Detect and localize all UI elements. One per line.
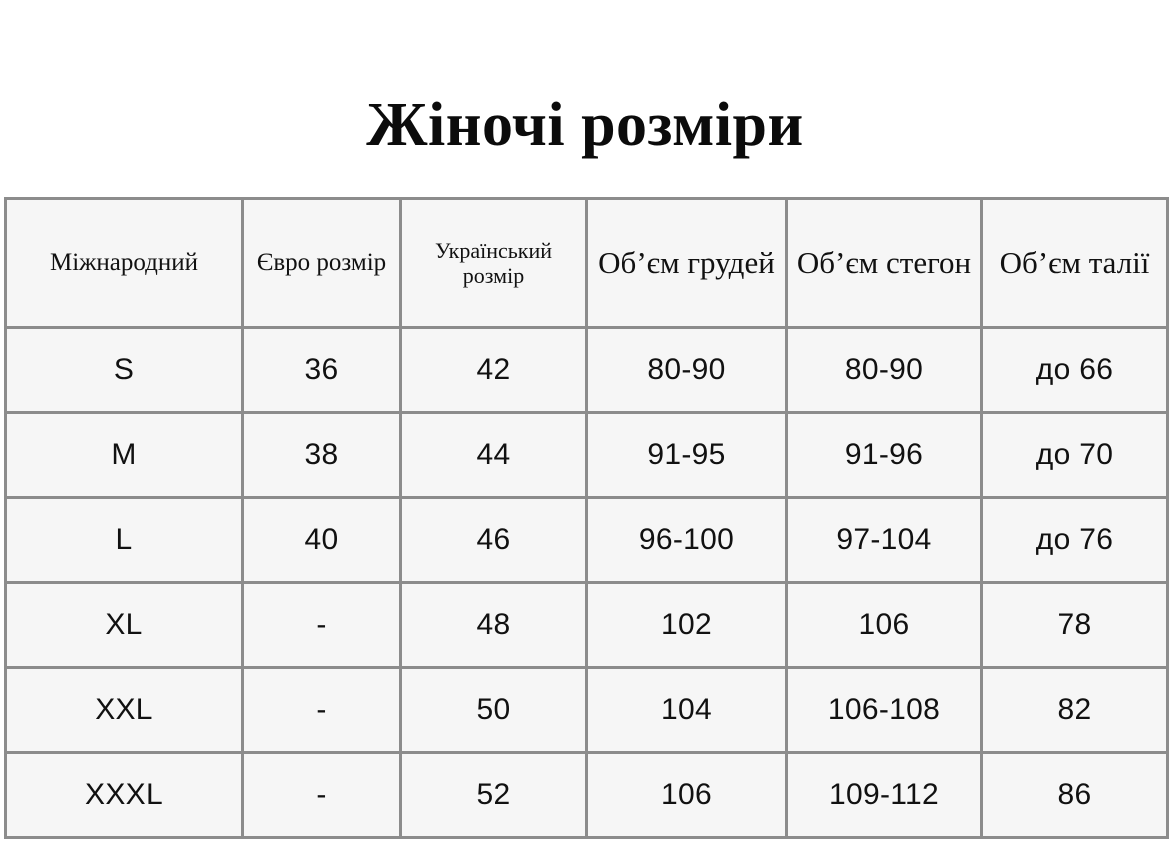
cell-ukrainian: 44 <box>401 413 587 498</box>
cell-ukrainian: 42 <box>401 328 587 413</box>
table-row <box>6 753 1168 838</box>
cell-ukrainian: 46 <box>401 498 587 583</box>
cell-international: M <box>6 413 243 498</box>
cell-hips: 106-108 <box>787 668 982 753</box>
cell-waist: 78 <box>982 583 1168 668</box>
cell-international: XL <box>6 583 243 668</box>
size-table-container <box>0 197 1170 839</box>
cell-ukrainian: 52 <box>401 753 587 838</box>
cell-bust: 91-95 <box>587 413 787 498</box>
cell-hips: 97-104 <box>787 498 982 583</box>
cell-bust: 106 <box>587 753 787 838</box>
cell-hips: 91-96 <box>787 413 982 498</box>
table-row <box>6 413 1168 498</box>
cell-international: L <box>6 498 243 583</box>
cell-bust: 80-90 <box>587 328 787 413</box>
cell-euro: - <box>243 668 401 753</box>
cell-waist: до 66 <box>982 328 1168 413</box>
column-header-euro: Євро розмір <box>243 199 401 328</box>
cell-hips: 106 <box>787 583 982 668</box>
cell-ukrainian: 48 <box>401 583 587 668</box>
column-header-international: Міжнародний <box>6 199 243 328</box>
cell-international: XXXL <box>6 753 243 838</box>
table-row <box>6 583 1168 668</box>
cell-euro: - <box>243 583 401 668</box>
cell-ukrainian: 50 <box>401 668 587 753</box>
cell-euro: - <box>243 753 401 838</box>
cell-bust: 96-100 <box>587 498 787 583</box>
cell-euro: 40 <box>243 498 401 583</box>
cell-euro: 36 <box>243 328 401 413</box>
cell-waist: до 70 <box>982 413 1168 498</box>
size-table <box>4 197 1169 839</box>
cell-bust: 102 <box>587 583 787 668</box>
cell-waist: до 76 <box>982 498 1168 583</box>
cell-euro: 38 <box>243 413 401 498</box>
page-title: Жіночі розміри <box>366 90 804 159</box>
cell-hips: 109-112 <box>787 753 982 838</box>
column-header-hips: Об’єм стегон <box>787 199 982 328</box>
table-row <box>6 668 1168 753</box>
column-header-bust: Об’єм грудей <box>587 199 787 328</box>
column-header-waist: Об’єм талії <box>982 199 1168 328</box>
cell-bust: 104 <box>587 668 787 753</box>
table-row <box>6 328 1168 413</box>
cell-waist: 86 <box>982 753 1168 838</box>
column-header-ukrainian: Український розмір <box>401 199 587 328</box>
cell-waist: 82 <box>982 668 1168 753</box>
cell-international: S <box>6 328 243 413</box>
table-header <box>6 199 1168 328</box>
table-body <box>6 328 1168 838</box>
cell-hips: 80-90 <box>787 328 982 413</box>
table-row <box>6 498 1168 583</box>
table-header-row <box>6 199 1168 328</box>
cell-international: XXL <box>6 668 243 753</box>
